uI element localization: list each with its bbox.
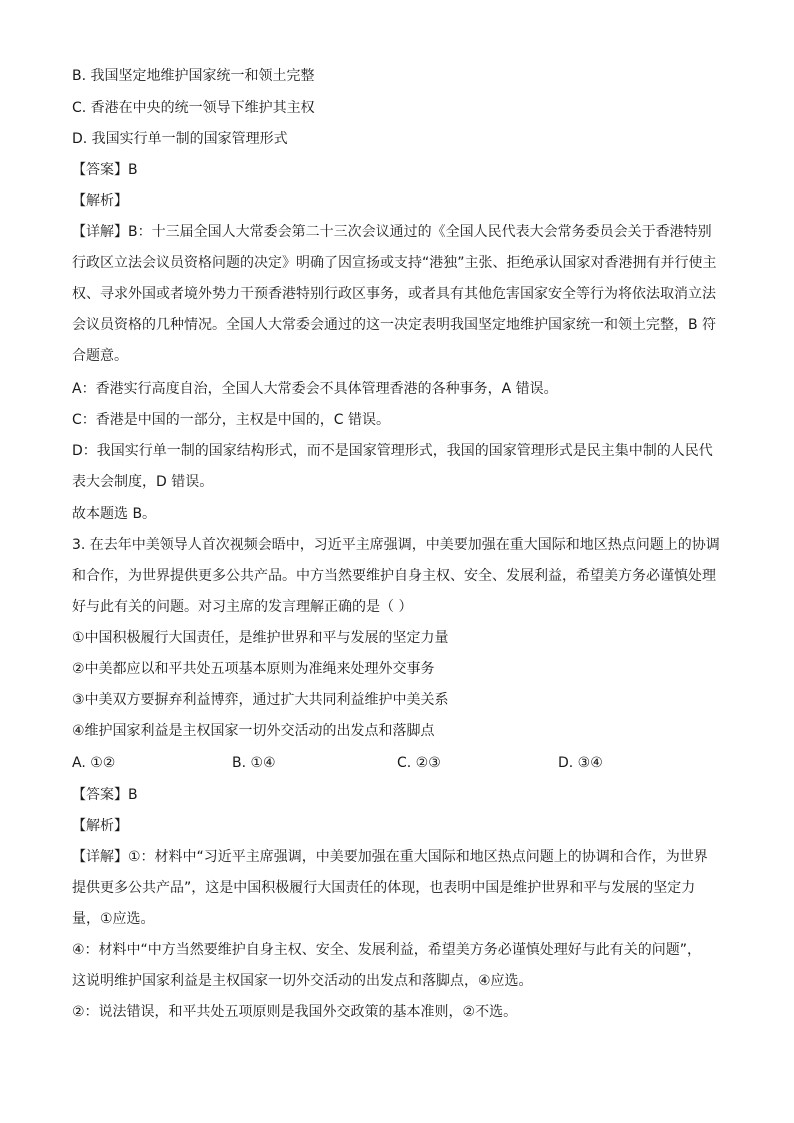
conclusion: 故本题选 B。 xyxy=(72,506,157,522)
question-stem: 好与此有关的问题。对习主席的发言理解正确的是（ ） xyxy=(72,599,413,615)
choice-d: D. ③④ xyxy=(558,755,603,771)
question-stem: 和合作，为世界提供更多公共产品。中方当然要维护自身主权、安全、发展利益，希望美方务必谨慎处理 xyxy=(72,568,716,584)
statement-item: ②中美都应以和平共处五项基本原则为准绳来处理外交事务 xyxy=(72,661,435,677)
explanation-c: C：香港是中国的一部分，主权是中国的，C 错误。 xyxy=(72,412,390,428)
option-c: C. 香港在中央的统一领导下维护其主权 xyxy=(72,100,315,116)
detail-line: ②：说法错误，和平共处五项原则是我国外交政策的基本准则，②不选。 xyxy=(72,1004,518,1020)
option-b: B. 我国坚定地维护国家统一和领土完整 xyxy=(72,68,315,84)
detail-line: 量，①应选。 xyxy=(72,911,155,927)
detail-line: ④：材料中“中方当然要维护自身主权、安全、发展利益，希望美方务必谨慎处理好与此有关的问题”， xyxy=(72,942,702,958)
answer-label: 【答案】B xyxy=(72,162,138,178)
analysis-label: 【解析】 xyxy=(72,193,128,209)
choice-b: B. ①④ xyxy=(232,755,276,771)
detail-line: 行政区立法会议员资格问题的决定》明确了因宣扬或支持“港独”主张、拒绝承认国家对香港拥有并行使主 xyxy=(72,255,717,271)
answer-options xyxy=(72,754,732,772)
detail-line: 这说明维护国家利益是主权国家一切外交活动的出发点和落脚点，④应选。 xyxy=(72,973,533,989)
detail-line: 会议员资格的几种情况。全国人大常委会通过的这一决定表明我国坚定地维护国家统一和领土完整，B 符 xyxy=(72,317,717,333)
detail-line: 合题意。 xyxy=(72,348,128,364)
explanation-d: 表大会制度，D 错误。 xyxy=(72,474,214,490)
choice-c: C. ②③ xyxy=(397,755,441,771)
statement-item: ①中国积极履行大国责任，是维护世界和平与发展的坚定力量 xyxy=(72,630,449,646)
option-d: D. 我国实行单一制的国家管理形式 xyxy=(72,131,288,147)
choice-a: A. ①② xyxy=(72,755,116,771)
detail-line: 提供更多公共产品”，这是中国积极履行大国责任的体现，也表明中国是维护世界和平与发展的坚定力 xyxy=(72,880,696,896)
statement-item: ④维护国家利益是主权国家一切外交活动的出发点和落脚点 xyxy=(72,723,435,739)
detail-line: 权、寻求外国或者境外势力干预香港特别行政区事务，或者具有其他危害国家安全等行为将依法取消立法 xyxy=(72,286,716,302)
detail-line: 【详解】①：材料中“习近平主席强调，中美要加强在重大国际和地区热点问题上的协调和合作，为世界 xyxy=(72,849,708,865)
statement-item: ③中美双方要摒弃利益博弈，通过扩大共同利益维护中美关系 xyxy=(72,692,449,708)
explanation-a: A：香港实行高度自治，全国人大常委会不具体管理香港的各种事务，A 错误。 xyxy=(72,381,558,397)
question-stem: 3. 在去年中美领导人首次视频会晤中，习近平主席强调，中美要加强在重大国际和地区热点问题上的协调 xyxy=(72,537,720,553)
analysis-label: 【解析】 xyxy=(72,818,128,834)
answer-label: 【答案】B xyxy=(72,787,138,803)
detail-line: 【详解】B：十三届全国人大常委会第二十三次会议通过的《全国人民代表大会常务委员会关于香港特别 xyxy=(72,224,712,240)
explanation-d: D：我国实行单一制的国家结构形式，而不是国家管理形式，我国的国家管理形式是民主集中制的人民代 xyxy=(72,443,713,459)
